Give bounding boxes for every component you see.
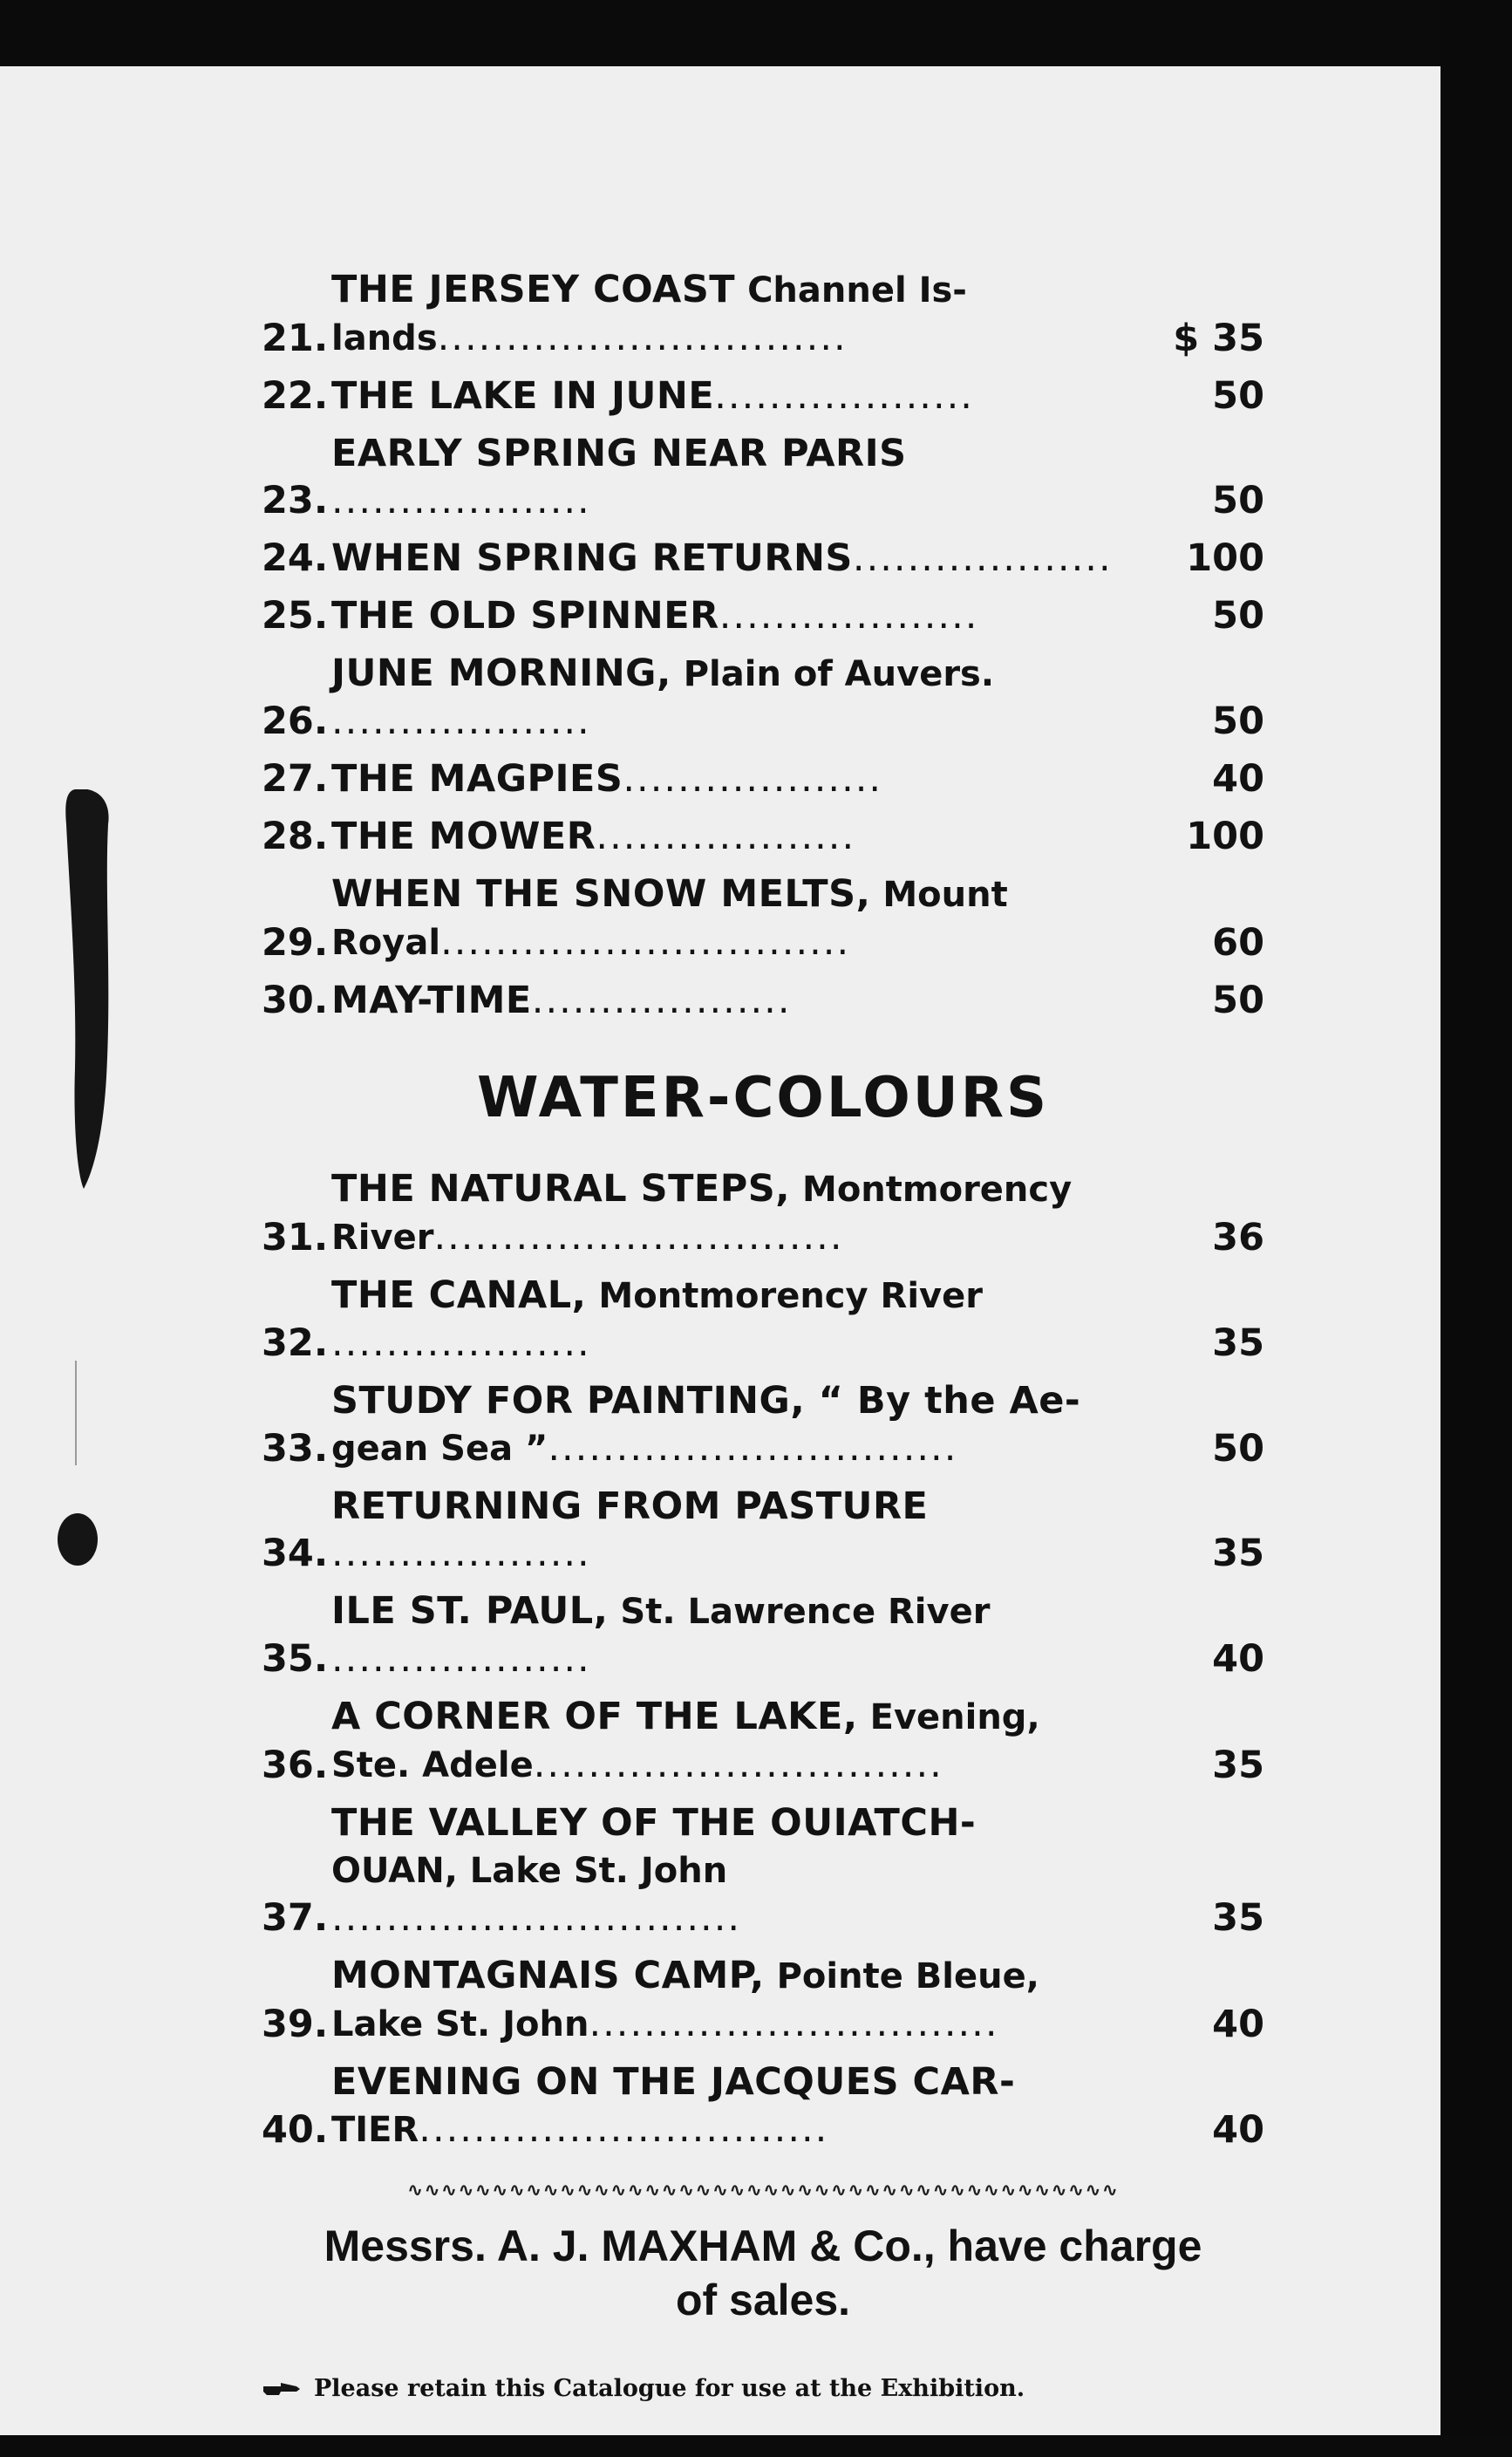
entry-number: 22. [262, 374, 329, 418]
entry-number: 26. [262, 700, 329, 743]
entry-price: 35 [1212, 1744, 1264, 1787]
entry-price: $ 35 [1173, 317, 1264, 360]
pointing-hand-icon [262, 2381, 302, 2397]
entry-price: 35 [1212, 1532, 1264, 1575]
catalogue-entry [262, 2058, 1264, 2153]
entry-price: 35 [1212, 1321, 1264, 1365]
entry-title: ILE ST. PAUL, [331, 1589, 609, 1633]
entry-title-line [331, 1272, 1135, 1367]
entry-number: 30. [262, 979, 329, 1022]
entry-number: 31. [262, 1216, 329, 1259]
entry-title: EVENING ON THE JACQUES CAR- [331, 2060, 1016, 2104]
entry-price: 50 [1212, 594, 1264, 638]
catalogue-entry [262, 430, 1264, 524]
entry-subtitle: Pointe Bleue, [764, 1956, 1039, 1996]
entry-body [331, 870, 1160, 966]
sales-note-line-1: Messrs. A. J. MAXHAM & Co., have charge [324, 2222, 1202, 2270]
entry-title: MAY-TIME [331, 979, 532, 1022]
catalogue-entry [262, 1952, 1264, 2048]
entry-number: 40. [262, 2108, 329, 2152]
catalogue-entry [262, 813, 1264, 860]
entry-number: 36. [262, 1744, 329, 1787]
scan-border-right [1440, 0, 1512, 2457]
entry-price: 50 [1212, 374, 1264, 418]
entry-continuation: Lake St. John [331, 2004, 589, 2044]
section-title: WATER-COLOURS [476, 1066, 1050, 1130]
leader-dots: ................... [531, 979, 792, 1022]
entry-title-line [331, 813, 1135, 860]
entry-price: 50 [1212, 479, 1264, 522]
leader-dots: ................... [596, 815, 856, 858]
leader-dots: .............................. [548, 1426, 958, 1470]
entry-continuation: gean Sea ” [331, 1429, 548, 1469]
entry-title-line [331, 977, 1135, 1024]
leader-dots: ................... [331, 1637, 591, 1681]
entry-number: 25. [262, 594, 329, 638]
paintings-list [262, 266, 1264, 1024]
entry-title: MONTAGNAIS CAMP, [331, 1954, 765, 1997]
leader-dots: .............................. [433, 1215, 844, 1259]
binding-hole [58, 1513, 98, 1566]
entry-body [331, 1799, 1160, 1942]
entry-title-line [331, 592, 1135, 639]
catalogue-entry [262, 1272, 1264, 1367]
entry-title: THE OLD SPINNER [331, 594, 719, 638]
entry-title-line [331, 266, 1135, 314]
catalogue-entry [262, 266, 1264, 362]
catalogue-entry [262, 535, 1264, 582]
leader-dots: ................... [331, 700, 591, 743]
entry-number: 27. [262, 757, 329, 801]
scan-border-top [0, 0, 1512, 66]
entry-number: 28. [262, 815, 329, 858]
entry-title-line [331, 1483, 1135, 1577]
entry-price: 35 [1212, 1896, 1264, 1940]
entry-title-line [331, 430, 1135, 524]
entry-subtitle: Plain of Auvers. [671, 654, 995, 694]
entry-number: 29. [262, 921, 329, 965]
entry-title: RETURNING FROM PASTURE [331, 1484, 929, 1528]
entry-price: 40 [1212, 1637, 1264, 1681]
leader-dots: .............................. [440, 920, 851, 964]
entry-subtitle: Evening, [857, 1697, 1040, 1737]
entry-price: 50 [1212, 979, 1264, 1022]
entry-title-line [331, 1799, 1135, 1846]
catalogue-entry [262, 372, 1264, 420]
entry-subtitle: St. Lawrence River [608, 1592, 991, 1632]
entry-title-line [331, 1693, 1135, 1741]
leader-dots: .............................. [533, 1743, 943, 1786]
catalogue-entry [262, 1483, 1264, 1577]
leader-dots: .............................. [331, 1896, 742, 1940]
leader-dots: ................... [714, 374, 974, 418]
entry-body [331, 266, 1160, 362]
catalogue-entry [262, 755, 1264, 802]
entry-subtitle: Channel Is- [735, 270, 967, 311]
entry-title-line [331, 650, 1135, 745]
catalogue-entry [262, 977, 1264, 1024]
entry-title-line [331, 1952, 1135, 2000]
entry-body [331, 1587, 1160, 1682]
entry-title: THE VALLEY OF THE OUIATCH- [331, 1801, 977, 1845]
entry-title: STUDY FOR PAINTING, “ By the Ae- [331, 1379, 1081, 1423]
binding-stain-mark [58, 789, 119, 1191]
entry-title: WHEN THE SNOW MELTS, [331, 872, 871, 916]
entry-title: EARLY SPRING NEAR PARIS [331, 432, 907, 475]
entry-body [331, 1952, 1160, 2048]
entry-continuation-line [331, 918, 1135, 966]
leader-dots: .............................. [419, 2107, 829, 2151]
watercolours-list [262, 1165, 1264, 2153]
entry-body [331, 650, 1160, 745]
entry-title: THE LAKE IN JUNE [331, 374, 715, 418]
catalogue-entry [262, 592, 1264, 639]
entry-continuation-line [331, 1213, 1135, 1261]
leader-dots: .............................. [589, 2002, 999, 2045]
scan-border-bottom [0, 2435, 1512, 2457]
entry-body [331, 813, 1160, 860]
leader-dots: ................... [331, 479, 591, 522]
leader-dots: ................... [331, 1532, 591, 1575]
catalogue-entry [262, 650, 1264, 745]
entry-title: THE MAGPIES [331, 757, 623, 801]
catalogue-entry [262, 1165, 1264, 1261]
entry-body [331, 755, 1160, 802]
leader-dots: .............................. [437, 316, 848, 359]
catalogue-entry [262, 870, 1264, 966]
entry-body [331, 2058, 1160, 2153]
catalogue-entry [262, 1587, 1264, 1682]
entry-body [331, 372, 1160, 420]
entry-title-line [331, 372, 1135, 420]
entry-continuation: OUAN, Lake St. John [331, 1851, 728, 1891]
entry-continuation-line [331, 1424, 1135, 1472]
entry-price: 40 [1212, 2108, 1264, 2152]
entry-title: THE JERSEY COAST [331, 268, 736, 311]
entry-subtitle: Montmorency [790, 1170, 1073, 1210]
entry-continuation: lands [331, 318, 438, 358]
entry-body [331, 1272, 1160, 1367]
retain-note [262, 2375, 1264, 2402]
entry-number: 37. [262, 1896, 329, 1940]
entry-price: 60 [1212, 921, 1264, 965]
entry-title: THE MOWER [331, 815, 596, 858]
entry-body [331, 1483, 1160, 1577]
entry-body [331, 430, 1160, 524]
entry-title-line [331, 1587, 1135, 1682]
entry-price: 40 [1212, 757, 1264, 801]
entry-title-line [331, 2058, 1135, 2106]
entry-price: 100 [1186, 536, 1264, 580]
leader-dots: ................... [623, 757, 883, 801]
entry-number: 35. [262, 1637, 329, 1681]
sales-note [262, 2219, 1264, 2327]
entry-price: 50 [1212, 700, 1264, 743]
entry-body [331, 1377, 1160, 1472]
entry-number: 21. [262, 317, 329, 360]
entry-title: WHEN SPRING RETURNS [331, 536, 853, 580]
entry-continuation-line [331, 1846, 1135, 1942]
entry-number: 23. [262, 479, 329, 522]
catalogue-entry [262, 1693, 1264, 1789]
entry-body [331, 592, 1160, 639]
leader-dots: ................... [331, 1321, 591, 1365]
entry-subtitle: Mount [870, 875, 1008, 915]
entry-continuation-line [331, 1741, 1135, 1789]
entry-price: 100 [1186, 815, 1264, 858]
fold-crease [75, 1361, 77, 1465]
entry-title-line [331, 870, 1135, 918]
entry-continuation: Ste. Adele [331, 1745, 534, 1785]
entry-number: 32. [262, 1321, 329, 1365]
sales-note-line-2: of sales. [675, 2276, 851, 2324]
entry-title: JUNE MORNING, [331, 652, 671, 695]
entry-number: 24. [262, 536, 329, 580]
entry-continuation-line [331, 314, 1135, 362]
leader-dots: ................... [719, 594, 979, 638]
entry-body [331, 1165, 1160, 1261]
ornament-divider: ∿∿∿∿∿∿∿∿∿∿∿∿∿∿∿∿∿∿∿∿∿∿∿∿∿∿∿∿∿∿∿∿∿∿∿∿∿∿∿∿∿∿ [406, 2180, 1120, 2201]
catalogue-entry [262, 1377, 1264, 1472]
entry-title: A CORNER OF THE LAKE, [331, 1695, 858, 1738]
entry-title-line [331, 1165, 1135, 1213]
catalogue-list [262, 266, 1264, 2402]
entry-number: 34. [262, 1532, 329, 1575]
entry-title: THE CANAL, [331, 1273, 587, 1317]
entry-number: 39. [262, 2003, 329, 2046]
entry-title-line [331, 755, 1135, 802]
entry-price: 50 [1212, 1427, 1264, 1471]
entry-continuation: Royal [331, 923, 441, 963]
entry-subtitle: Montmorency River [586, 1276, 983, 1316]
retain-note-text: Please retain this Catalogue for use at the Exhibition. [314, 2375, 1025, 2402]
entry-continuation-line [331, 2106, 1135, 2153]
entry-continuation: TIER [331, 2110, 419, 2150]
entry-price: 40 [1212, 2003, 1264, 2046]
entry-title: THE NATURAL STEPS, [331, 1167, 791, 1211]
entry-price: 36 [1212, 1216, 1264, 1259]
catalogue-entry [262, 1799, 1264, 1942]
entry-continuation-line [331, 2000, 1135, 2048]
entry-body [331, 977, 1160, 1024]
entry-title-line [331, 1377, 1135, 1424]
entry-title-line [331, 535, 1135, 582]
entry-body [331, 1693, 1160, 1789]
entry-body [331, 535, 1160, 582]
leader-dots: ................... [852, 536, 1113, 580]
entry-number: 33. [262, 1427, 329, 1471]
entry-continuation: River [331, 1218, 434, 1258]
